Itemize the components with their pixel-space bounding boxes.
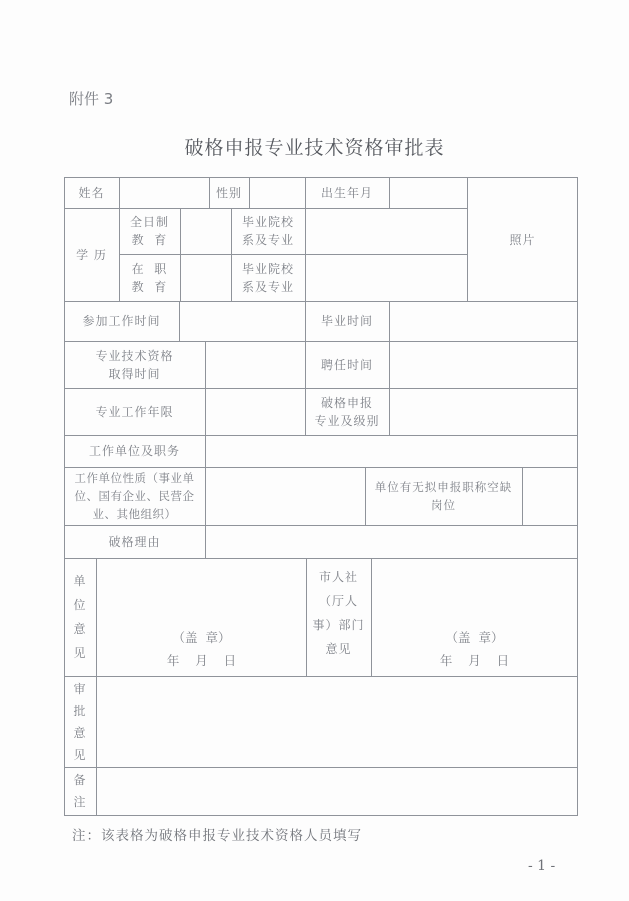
unit-opinion-char: 意 [73,622,87,636]
hr-opinion-line3: 事）部门 [312,618,365,632]
fulltime-label-line1: 全日制 [129,215,169,229]
reason-field[interactable] [206,526,577,558]
approval-opinion-label [64,676,96,767]
work-start-label: 参加工作时间 [82,314,161,328]
approval-opinion-field[interactable] [97,677,577,767]
vacancy-line2: 岗位 [431,498,456,512]
birth-label: 出生年月 [320,185,373,200]
fulltime-school-label [231,208,305,254]
name-field[interactable] [120,178,209,208]
unit-opinion-char: 单 [73,574,87,588]
appointment-time-field[interactable] [390,342,577,388]
hr-date-label: 年 月 日 [439,653,510,668]
education-label: 学 历 [76,247,107,262]
remarks-label [64,767,96,815]
gender-label: 性别 [215,185,242,200]
school2-label-line1: 毕业院校 [241,261,294,276]
remarks-char: 注 [73,795,87,809]
unit-opinion-char: 见 [73,646,87,660]
unit-opinion-label [64,558,96,676]
attachment-label: 附件 3 [69,90,114,108]
reason-label: 破格理由 [108,534,161,549]
qualification-label-line2: 取得时间 [108,366,161,381]
vacancy-label [365,467,522,525]
hr-seal-label: （盖 章） [445,630,504,645]
exception-major-label [305,388,389,435]
page-number: - 1 - [528,858,556,874]
school2-label-line2: 系及专业 [241,279,294,294]
inservice-school-field[interactable] [306,255,467,301]
qualification-label-line1: 专业技术资格 [95,348,174,363]
unit-opinion-char: 位 [73,598,87,612]
hr-opinion-line1: 市人社 [318,570,358,584]
approval-char: 审 [73,681,87,696]
remarks-char: 备 [73,773,87,787]
fulltime-school-field[interactable] [306,209,467,254]
approval-char: 见 [73,747,87,762]
birth-field[interactable] [390,178,467,208]
graduation-time-field[interactable] [390,302,577,341]
table-border-bottom [64,815,578,816]
inservice-school-label [231,254,305,301]
vacancy-field[interactable] [523,468,577,525]
work-start-field[interactable] [180,302,305,341]
hr-opinion-line4: 意见 [325,642,352,656]
hr-opinion-field[interactable] [372,559,577,676]
table-border-right [577,177,578,816]
employer-type-line1: 工作单位性质（事业单 [74,471,195,485]
qualification-time-field[interactable] [206,342,305,388]
inservice-education-field[interactable] [181,255,231,301]
page-title: 破格申报专业技术资格审批表 [184,137,445,159]
school-label-line2: 系及专业 [241,233,294,247]
work-years-label: 专业工作年限 [95,404,174,419]
exception-major-field[interactable] [390,389,577,435]
approval-char: 意 [73,725,87,740]
appointment-time-label: 聘任时间 [320,357,373,372]
qualification-time-label [64,341,205,388]
remarks-field[interactable] [97,768,577,815]
photo-box[interactable] [468,178,577,301]
exception-major-line2: 专业及级别 [314,413,380,428]
employer-type-line3: 业、其他组织） [92,507,177,521]
unit-opinion-field[interactable] [97,559,306,676]
approval-char: 批 [73,703,87,718]
footer-note: 注：该表格为破格申报专业技术资格人员填写 [72,828,362,844]
name-label: 姓名 [78,185,105,200]
unit-date-label: 年 月 日 [166,653,237,668]
fulltime-education-field[interactable] [181,209,231,254]
work-years-field[interactable] [206,389,305,435]
hr-opinion-line2: （厅人 [318,594,358,608]
vacancy-line1: 单位有无拟申报职称空缺 [374,480,513,494]
employer-type-field[interactable] [206,468,365,525]
fulltime-education-label [119,208,180,254]
employer-type-line2: 位、国有企业、民营企 [74,489,195,503]
fulltime-label-line2: 教 育 [131,233,168,247]
gender-field[interactable] [250,178,305,208]
employer-label: 工作单位及职务 [88,444,180,458]
graduation-time-label: 毕业时间 [320,314,373,328]
inservice-label-line2: 教 育 [131,279,168,294]
school-label-line1: 毕业院校 [241,215,294,229]
exception-major-line1: 破格申报 [320,395,373,410]
employer-type-label [64,467,205,525]
inservice-education-label [119,254,180,301]
unit-seal-label: （盖 章） [172,630,231,645]
hr-opinion-label [306,558,371,676]
employer-field[interactable] [206,436,577,467]
photo-label: 照片 [509,232,536,247]
inservice-label-line1: 在 职 [131,261,168,276]
